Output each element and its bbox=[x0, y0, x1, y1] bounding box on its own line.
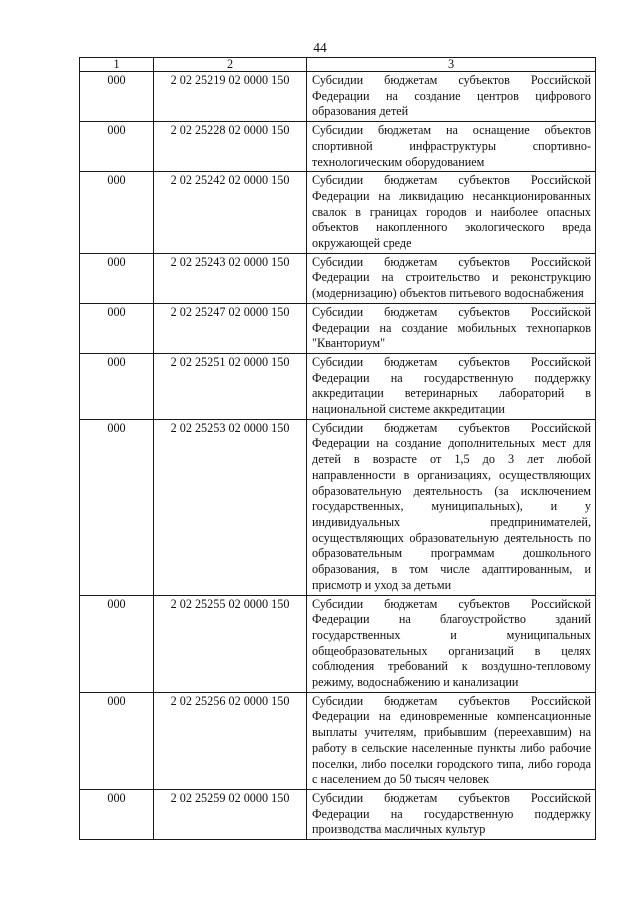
description-cell: Субсидии бюджетам субъектов Российской Федерации на строительство и реконструкцию (модернизацию) объектов питьевого водоснабжения bbox=[307, 253, 596, 303]
admin-code-cell: 000 bbox=[80, 72, 154, 122]
admin-code-cell: 000 bbox=[80, 692, 154, 789]
admin-code-cell: 000 bbox=[80, 595, 154, 692]
income-code-cell: 2 02 25219 02 0000 150 bbox=[154, 72, 307, 122]
description-cell: Субсидии бюджетам субъектов Российской Федерации на благоустройство зданий государственных и муниципальных общеобразовательных организаций в целях соблюдения требований к воздушно-тепловому режиму, водоснабжению и канализации bbox=[307, 595, 596, 692]
income-code-cell: 2 02 25228 02 0000 150 bbox=[154, 122, 307, 172]
description-cell: Субсидии бюджетам субъектов Российской Федерации на создание центров цифрового образования детей bbox=[307, 72, 596, 122]
income-code-cell: 2 02 25255 02 0000 150 bbox=[154, 595, 307, 692]
income-code-cell: 2 02 25256 02 0000 150 bbox=[154, 692, 307, 789]
page-number: 44 bbox=[313, 40, 327, 55]
admin-code-cell: 000 bbox=[80, 419, 154, 595]
table-header-row bbox=[80, 58, 596, 72]
description-cell: Субсидии бюджетам субъектов Российской Федерации на ликвидацию несанкционированных свалок в границах городов и наиболее опасных объектов накопленного экологического вреда окружающей среде bbox=[307, 172, 596, 254]
description-cell: Субсидии бюджетам субъектов Российской Федерации на создание мобильных технопарков "Кванториум" bbox=[307, 303, 596, 353]
income-code-cell: 2 02 25251 02 0000 150 bbox=[154, 353, 307, 419]
income-code-cell: 2 02 25259 02 0000 150 bbox=[154, 789, 307, 839]
column-header-3: 3 bbox=[307, 58, 596, 72]
income-code-cell: 2 02 25253 02 0000 150 bbox=[154, 419, 307, 595]
description-cell: Субсидии бюджетам на оснащение объектов спортивной инфраструктуры спортивно-технологическим оборудованием bbox=[307, 122, 596, 172]
admin-code-cell: 000 bbox=[80, 303, 154, 353]
income-code-cell: 2 02 25247 02 0000 150 bbox=[154, 303, 307, 353]
table-row bbox=[80, 789, 596, 839]
table-row bbox=[80, 253, 596, 303]
description-cell: Субсидии бюджетам субъектов Российской Федерации на государственную поддержку производства масличных культур bbox=[307, 789, 596, 839]
table-row bbox=[80, 172, 596, 254]
table-row bbox=[80, 303, 596, 353]
description-cell: Субсидии бюджетам субъектов Российской Федерации на государственную поддержку аккредитации ветеринарных лабораторий в национальной системе аккредитации bbox=[307, 353, 596, 419]
admin-code-cell: 000 bbox=[80, 253, 154, 303]
column-header-1: 1 bbox=[80, 58, 154, 72]
column-header-2: 2 bbox=[154, 58, 307, 72]
income-code-cell: 2 02 25242 02 0000 150 bbox=[154, 172, 307, 254]
table-row bbox=[80, 72, 596, 122]
description-cell: Субсидии бюджетам субъектов Российской Федерации на создание дополнительных мест для детей в возрасте от 1,5 до 3 лет любой направленности в организациях, осуществляющих образовательную деятельность (за исключением государственных, муниципальных), и у индивидуальных предпринимателей, осуществляющих образовательную деятельность по образовательным программам дошкольного образования, в том числе адаптированным, и присмотр и уход за детьми bbox=[307, 419, 596, 595]
admin-code-cell: 000 bbox=[80, 789, 154, 839]
admin-code-cell: 000 bbox=[80, 122, 154, 172]
table-row bbox=[80, 692, 596, 789]
admin-code-cell: 000 bbox=[80, 353, 154, 419]
table-row bbox=[80, 595, 596, 692]
budget-income-table bbox=[79, 57, 596, 840]
income-code-cell: 2 02 25243 02 0000 150 bbox=[154, 253, 307, 303]
table-row bbox=[80, 122, 596, 172]
description-cell: Субсидии бюджетам субъектов Российской Федерации на единовременные компенсационные выплаты учителям, прибывшим (переехавшим) на работу в сельские населенные пункты либо рабочие поселки, либо поселки городского типа, либо города с населением до 50 тысяч человек bbox=[307, 692, 596, 789]
table-row bbox=[80, 419, 596, 595]
admin-code-cell: 000 bbox=[80, 172, 154, 254]
table-row bbox=[80, 353, 596, 419]
